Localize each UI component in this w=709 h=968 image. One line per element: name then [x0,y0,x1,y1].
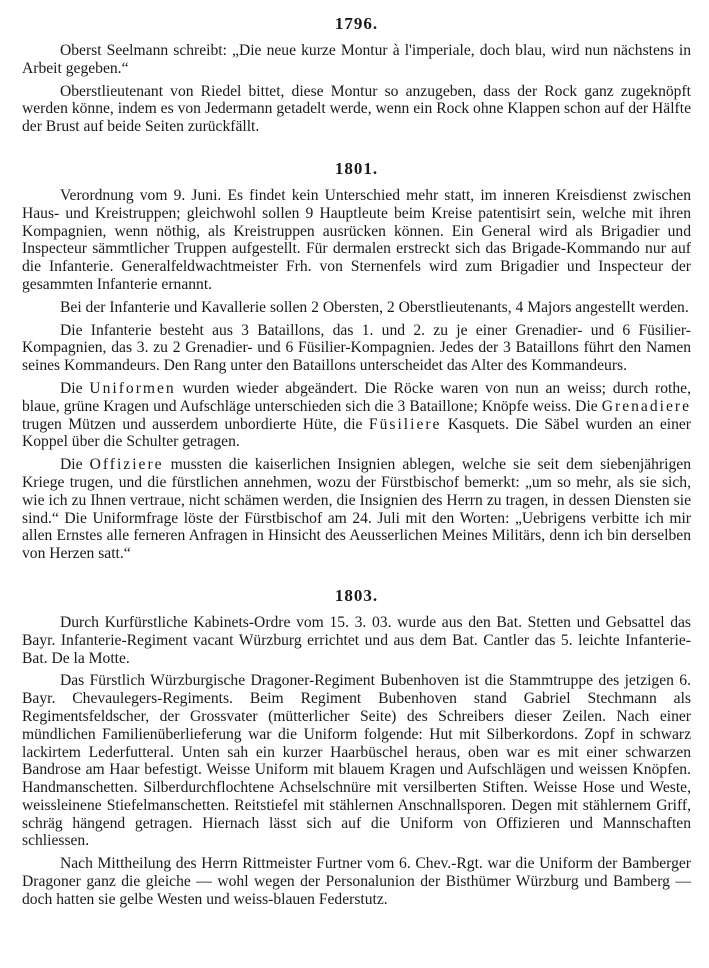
text-run: Die [60,456,90,474]
emphasized-text: Füsiliere [368,415,442,433]
text-run: wurden wieder abgeändert. Die Röcke waren von nun an weiss; durch rothe, blaue, grüne Kragen und Aufschläge unterschieden sich die 3 Bataillone; Knöpfe weiss. Die [22,379,691,415]
text-run: trugen Mützen und ausserdem unbordierte Hüte, die [22,415,369,433]
section-1801 [22,159,691,563]
paragraph [22,855,691,908]
text-run: Nach Mittheilung des Herrn Rittmeister Furtner vom 6. Chev.-Rgt. war die Uniform der Bamberger Dragoner ganz die gleiche — wohl wegen der Personalunion der Bisthümer Würzburg und Bamberg — doch hatten sie gelbe Westen und weiss-blauen Federstutz. [22,855,691,908]
text-run: Das Fürstlich Würzburgische Dragoner-Regiment Bubenhoven ist die Stammtruppe des jetzigen 6. Bayr. Chevaulegers-Regiments. Beim Regiment Bubenhoven stand Gabriel Stechmann als Regimentsfeldscher, der Grossvater (mütterlicher Seite) des Schreibers dieser Zeilen. Nach einer mündlichen Familienüberlieferung war die Uniform folgende: Hut mit Silberkordons. Zopf in schwarz lackirtem Lederfutteral. Unten sah ein kurzer Haarbüschel heraus, oben war es mit einer schwarzen Bandrose am Haar befestigt. Weisse Uniform mit blauem Kragen und Aufschlägen und weissen Knöpfen. Handmanschetten. Silberdurchflochtene Achselschnüre mit versilberten Stiften. Weisse Hose und Weste, weissleinene Stiefelmanschetten. Reitstiefel mit stählernen Anschnallsporen. Degen mit stählernem Griff, schräg hängend getragen. Hiernach lässt sich auf die Uniform von Offizieren und Mannschaften schliessen. [22,672,691,850]
text-run: Durch Kurfürstliche Kabinets-Ordre vom 15. 3. 03. wurde aus den Bat. Stetten und Gebsattel das Bayr. Infanterie-Regiment vacant Würzburg errichtet und aus dem Bat. Cantler das 5. leichte Infanterie-Bat. De la Motte. [22,613,691,667]
paragraph [22,380,691,451]
section-year: 1801. [334,158,379,178]
emphasized-text: Uniformen [89,379,176,397]
section-1796 [22,14,691,136]
section-year: 1796. [334,14,379,33]
paragraph [22,322,691,375]
text-run: Oberstlieutenant von Riedel bittet, diese Montur so anzugeben, dass der Rock ganz zugeknöpft werden könne, indem es von Jedermann getadelt werde, wenn ein Rock ohne Klappen schon auf der Hälfte der Brust auf beide Seiten zurückfällt. [22,82,691,136]
emphasized-text: Offiziere [89,456,164,474]
text-run: Verordnung vom 9. Juni. Es findet kein Unterschied mehr statt, im inneren Kreisdienst zwischen Haus- und Kreistruppen; gleichwohl sollen 9 Hauptleute beim Kreise patentisirt sein, welche mit ihren Kompagnien, wenn nöthig, als Kreistruppen ausrücken können. Ein General wird als Brigadier und Inspecteur sämmtlicher Truppen aufgestellt. Für dermalen erstreckt sich das Brigade-Kommando nur auf die Infanterie. Generalfeldwachtmeister Frh. von Sternenfels wird zum Brigadier und Inspecteur der gesammten Infanterie ernannt. [22,186,691,293]
section-year: 1803. [334,585,379,605]
paragraph [22,672,691,850]
emphasized-text: Grenadiere [601,397,691,415]
text-run: Oberst Seelmann schreibt: „Die neue kurze Montur à l'imperiale, doch blau, wird nun nächstens in Arbeit gegeben.“ [22,42,691,77]
paragraph [22,83,691,136]
paragraph [22,299,691,317]
text-run: Die [60,379,90,397]
paragraph [22,614,691,667]
section-1803 [22,586,691,909]
paragraph [22,42,691,78]
paragraph [22,456,691,563]
paragraph [22,187,691,294]
text-run: Bei der Infanterie und Kavallerie sollen 2 Obersten, 2 Oberstlieutenants, 4 Majors angestellt werden. [60,298,689,316]
text-run: Kasquets. Die Säbel wurden an einer Koppel über die Schulter getragen. [22,415,692,451]
text-run: Die Infanterie besteht aus 3 Bataillons, das 1. und 2. zu je einer Grenadier- und 6 Füsilier-Kompagnien, das 3. zu 2 Grenadier- und 6 Füsilier-Kompagnien. Jedes der 3 Bataillons führt den Namen seines Kommandeurs. Den Rang unter den Bataillons unterscheidet das Alter des Kommandeurs. [22,321,691,375]
text-run: mussten die kaiserlichen Insignien ablegen, welche sie seit dem siebenjährigen Kriege trugen, und die fürstlichen annehmen, wozu der Fürstbischof bemerkt: „um so mehr, als sie sich, wie ich zu Ihnen vertraue, nicht schämen werden, die Insignien des Herrn zu tragen, in dessen Diensten sie sind.“ Die Uniformfrage löste der Fürstbischof am 24. Juli mit den Worten: „Uebrigens verbitte ich mir allen Ernstes alle ferneren Anfragen in Hinsicht des Aeusserlichen Meines Militärs, denn ich bin derselben von Herzen satt.“ [22,456,691,563]
